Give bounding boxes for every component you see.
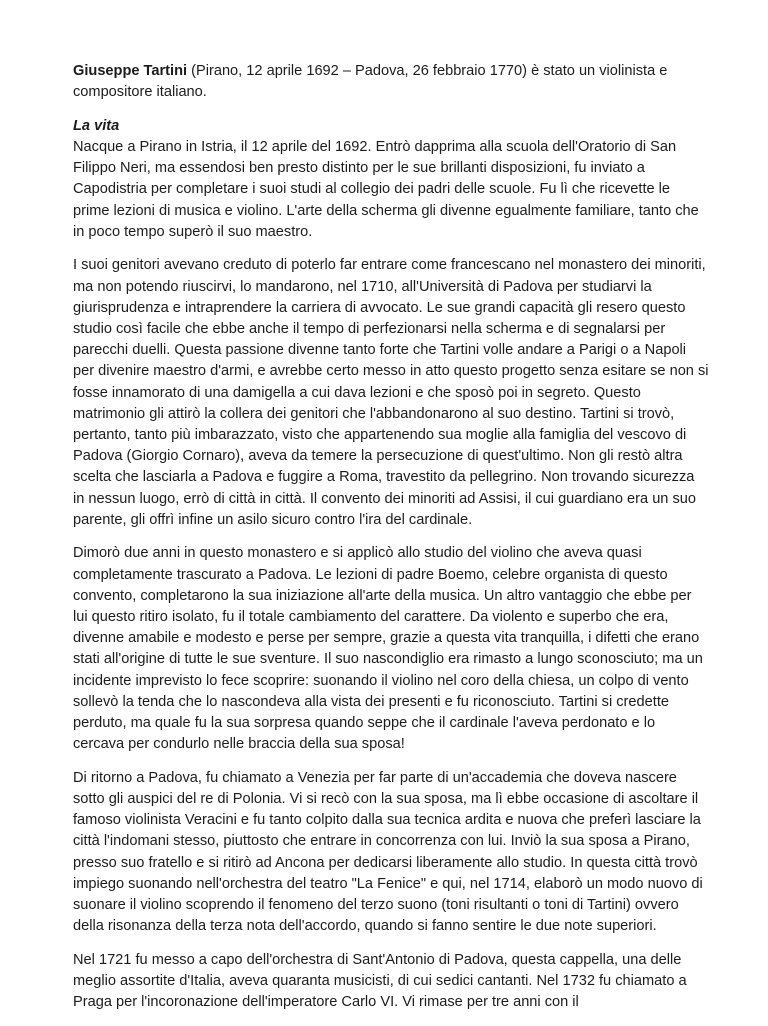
paragraph-text: Nacque a Pirano in Istria, il 12 aprile del 1692. Entrò dapprima alla scuola dell'Oratorio di San Filippo Neri, ma essendosi ben presto distinto per le sue brillanti disposizioni, fu inviato a Capodistria per completare i suoi studi al collegio dei padri delle scuole. Fu lì che ricevette le prime lezioni di musica e violino. L'arte della scherma gli divenne egualmente familiare, tanto che in poco tempo superò il suo maestro.	[73, 139, 699, 240]
subject-name: Giuseppe Tartini	[73, 63, 188, 79]
paragraph: I suoi genitori avevano creduto di poterlo far entrare come francescano nel monastero dei minoriti, ma non potendo riuscirvi, lo mandarono, nel 1710, all'Università di Padova per studiarvi la giurisprudenza e intraprendere la carriera di avvocato. Le sue grandi capacità gli resero questo studio così facile che ebbe anche il tempo di perfezionarsi nella scherma e di segnalarsi per parecchi duelli. Questa passione divenne tanto forte che Tartini volle andare a Parigi o a Napoli per divenire maestro d'armi, e avrebbe certo messo in atto questo progetto senza esitare se non si fosse innamorato di una damigella a cui dava lezioni e che sposò poi in segreto. Questo matrimonio gli attirò la collera dei genitori che l'abbandonarono al suo destino. Tartini si trovò, pertanto, tanto più imbarazzato, visto che appartenendo sua moglie alla famiglia del vescovo di Padova (Giorgio Cornaro), aveva da temere la persecuzione di quest'ultimo. Non gli restò altra scelta che lasciarla a Padova e fuggire a Roma, travestito da pellegrino. Non trovando sicurezza in nessun luogo, errò di città in città. Il convento dei minoriti ad Assisi, il cui guardiano era un suo parente, gli offrì infine un asilo sicuro contro l'ira del cardinale.	[73, 257, 709, 528]
document-page	[73, 61, 709, 1026]
paragraph: Di ritorno a Padova, fu chiamato a Venezia per far parte di un'accademia che doveva nascere sotto gli auspici del re di Polonia. Vi si recò con la sua sposa, ma lì ebbe occasione di ascoltare il famoso violinista Veracini e fu tanto colpito dalla sua tecnica ardita e nuova che preferì lasciare la città l'indomani stesso, piuttosto che entrare in concorrenza con lui. Inviò la sua sposa a Pirano, presso suo fratello e si ritirò ad Ancona per dedicarsi liberamente allo studio. In questa città trovò impiego suonando nell'orchestra del teatro "La Fenice" e qui, nel 1714, elaborò un modo nuovo di suonare il violino scoprendo il fenomeno del terzo suono (toni risultanti o toni di Tartini) ovvero della risonanza della terza nota dell'accordo, quando si fanno sentire le due note superiori.	[73, 769, 703, 935]
life-section-paragraph-1	[73, 116, 709, 243]
paragraph: Dimorò due anni in questo monastero e si applicò allo studio del violino che aveva quasi completamente trascurato a Padova. Le lezioni di padre Boemo, celebre organista di questo convento, completarono la sua iniziazione all'arte della musica. Un altro vantaggio che ebbe per lui questo ritiro isolato, fu il totale cambiamento del carattere. Da violento e superbo che era, divenne amabile e modesto e perse per sempre, grazie a questa vita tranquilla, i difetti che erano stati all'origine di tutte le sue sventure. Il suo nascondiglio era rimasto a lungo sconosciuto; ma un incidente imprevisto lo fece scoprire: suonando il violino nel coro della chiesa, un colpo di vento sollevò la tenda che lo nascondeva alla vista dei presenti e fu riconosciuto. Tartini si credette perduto, ma quale fu la sua sorpresa quando seppe che il cardinale l'aveva perdonato e lo cercava per condurlo nelle braccia della sua sposa!	[73, 545, 703, 753]
intro-text: (Pirano, 12 aprile 1692 – Padova, 26 febbraio 1770) è stato un violinista e compositore italiano.	[73, 63, 668, 101]
section-heading: La vita	[73, 117, 120, 134]
intro-paragraph	[73, 61, 709, 103]
paragraph: Nel 1721 fu messo a capo dell'orchestra di Sant'Antonio di Padova, questa cappella, una delle meglio assortite d'Italia, aveva quaranta musicisti, di cui sedici cantanti. Nel 1732 fu chiamato a Praga per l'incoronazione dell'imperatore Carlo VI. Vi rimase per tre anni con il	[73, 951, 687, 1011]
